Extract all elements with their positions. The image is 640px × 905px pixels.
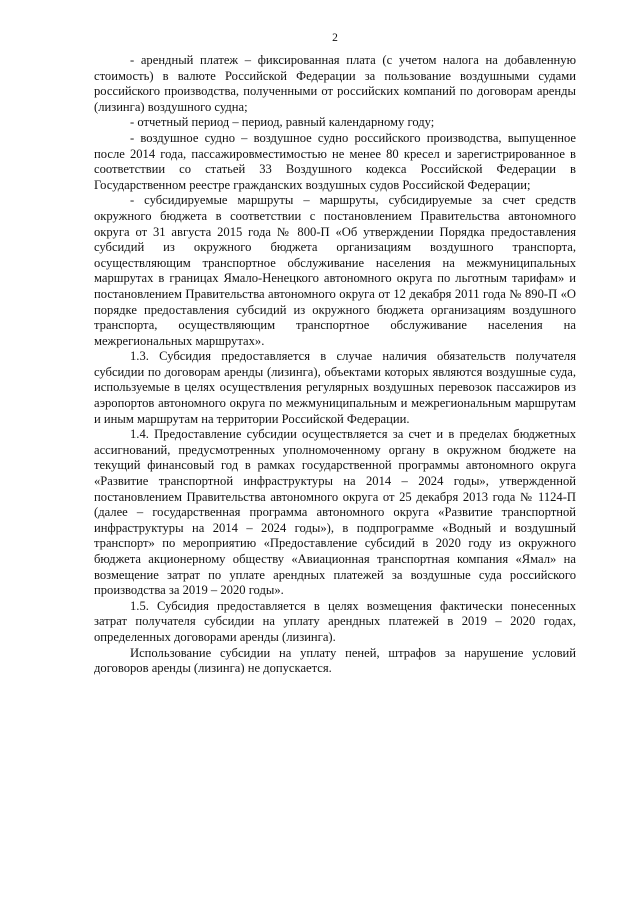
page-number: 2 (332, 32, 338, 44)
clause-1-5: 1.5. Субсидия предоставляется в целях возмещения фактически понесенных затрат получателя субсидии на уплату арендных платежей в 2019 – 2020 годах, определенных договорами аренды (лизинга). (94, 598, 576, 644)
document-body (94, 53, 576, 677)
definition-aircraft: - воздушное судно – воздушное судно российского производства, выпущенное после 2014 года, пассажировместимостью не менее 80 кресел и зарегистрированное в соответствии со статьей 33 Воздушного кодекса Российской Федерации в Государственном реестре гражданских воздушных судов Российской Федерации; (94, 130, 576, 192)
clause-1-4: 1.4. Предоставление субсидии осуществляется за счет и в пределах бюджетных ассигнований, предусмотренных уполномоченному органу в окружном бюджете на текущий финансовый год в рамках государственной программы автономного округа «Развитие транспортной инфраструктуры на 2014 – 2024 годы», утвержденной постановлением Правительства автономного округа от 25 декабря 2013 года № 1124-П (далее – государственная программа автономного округа «Развитие транспортной инфраструктуры на 2014 – 2024 годы»), в подпрограмме «Водный и воздушный транспорт» по мероприятию «Предоставление субсидий в 2020 году из окружного бюджета акционерному обществу «Авиационная транспортная компания «Ямал» на возмещение затрат по уплате арендных платежей за воздушные суда российского производства за 2019 – 2020 годы». (94, 427, 576, 598)
definition-subsidized-routes: - субсидируемые маршруты – маршруты, субсидируемые за счет средств окружного бюджета в соответствии с постановлением Правительства автономного округа от 31 августа 2015 года № 800-П «Об утверждении Порядка предоставления субсидий из окружного бюджета организациям воздушного транспорта, осуществляющим транспортное обслуживание населения на межмуниципальных маршрутах в границах Ямало-Ненецкого автономного округа по льготным тарифам» и постановлением Правительства автономного округа от 12 декабря 2011 года № 890-П «О порядке предоставления субсидий из окружного бюджета организациям воздушного транспорта, осуществляющим транспортное обслуживание населения на межрегиональных маршрутах». (94, 193, 576, 348)
subsidy-usage-restriction: Использование субсидии на уплату пеней, штрафов за нарушение условий договоров аренды (лизинга) не допускается. (94, 645, 576, 676)
clause-1-3: 1.3. Субсидия предоставляется в случае наличия обязательств получателя субсидии по договорам аренды (лизинга), объектами которых являются воздушные суда, используемые в целях осуществления регулярных воздушных перевозок пассажиров из аэропортов автономного округа по межмуниципальным и межрегиональным маршрутам и иным маршрутам на территории Российской Федерации. (94, 349, 576, 426)
definition-reporting-period: - отчетный период – период, равный календарному году; (130, 115, 435, 130)
definition-lease-payment: - арендный платеж – фиксированная плата (с учетом налога на добавленную стоимость) в валюте Российской Федерации за пользование воздушными судами российского производства, полученными от российских компаний по договорам аренды (лизинга) воздушного судна; (94, 53, 576, 114)
